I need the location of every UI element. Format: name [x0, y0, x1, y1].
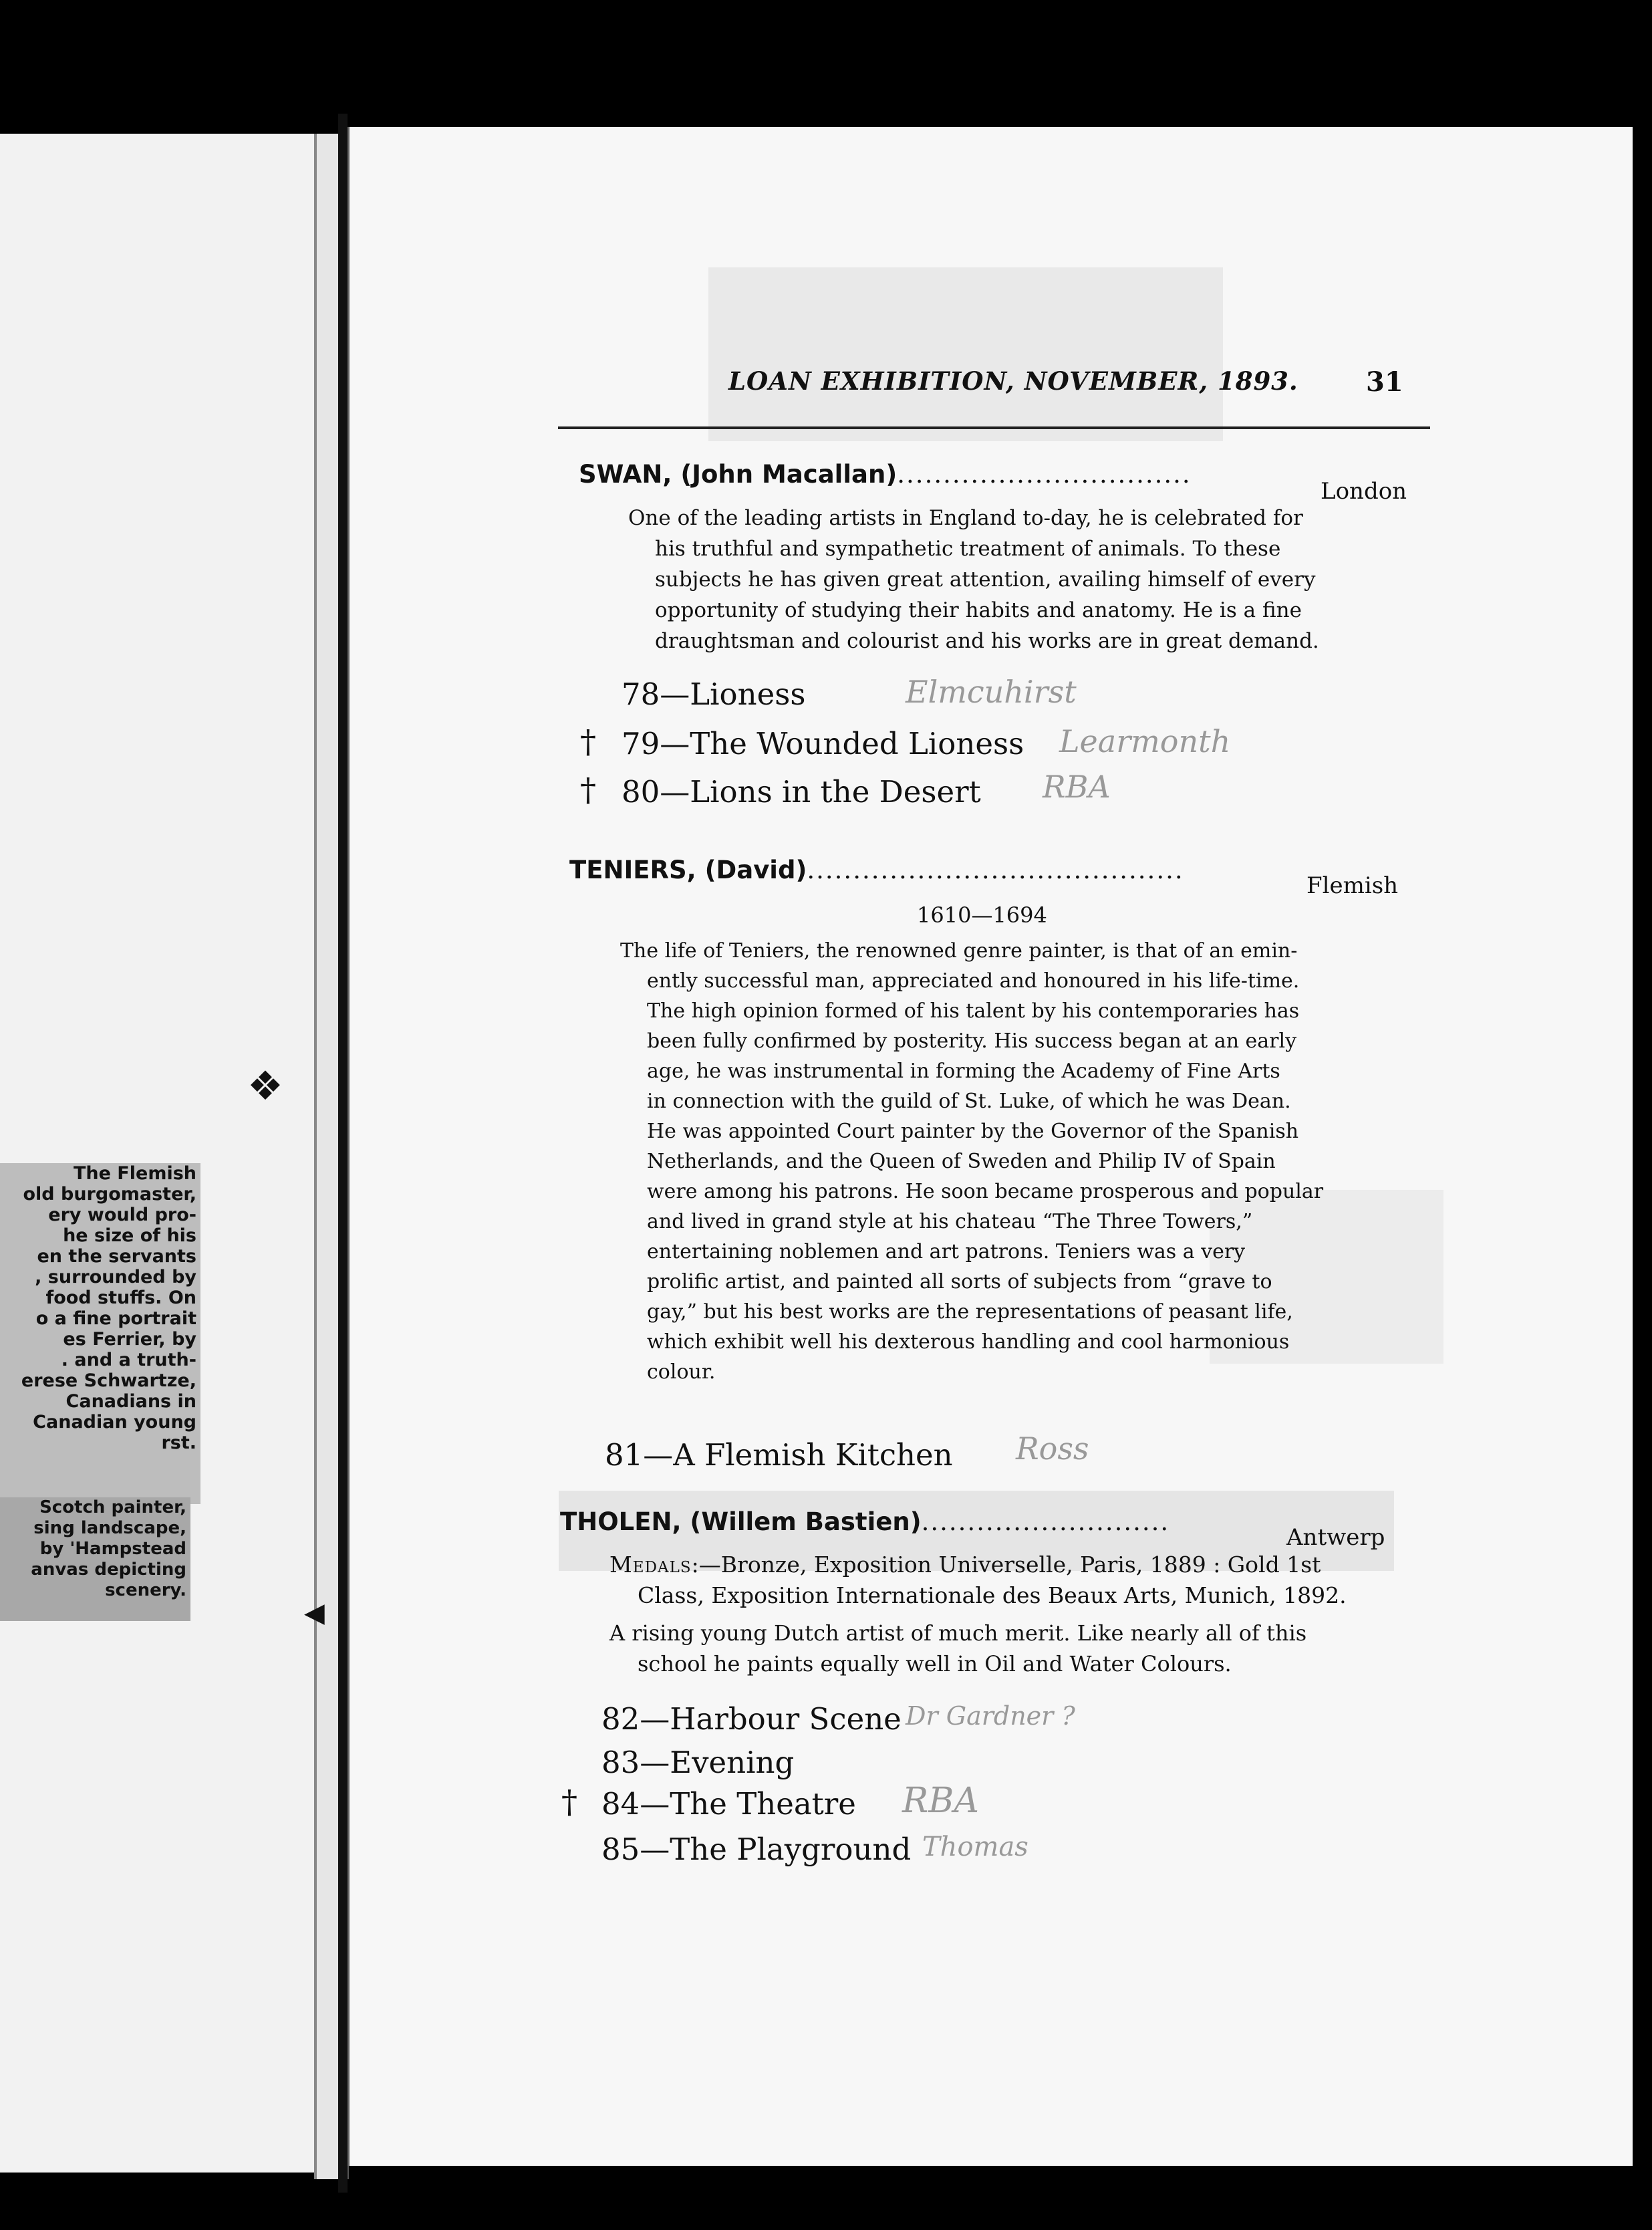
- clipping-line: es Ferrier, by: [63, 1329, 196, 1350]
- artist-heading-tholen: [560, 1507, 1169, 1536]
- handwritten-note: Ross: [1016, 1431, 1089, 1467]
- artist-dates: 1610—1694: [917, 902, 1047, 928]
- work-entry: 80—Lions in the Desert: [622, 774, 981, 810]
- clipping-line: en the servants: [37, 1246, 196, 1267]
- bio-line: A rising young Dutch artist of much merit. Like nearly all of this: [609, 1620, 1307, 1646]
- clipping-line: The Flemish: [73, 1163, 196, 1184]
- bio-line: opportunity of studying their habits and anatomy. He is a fine: [655, 598, 1302, 622]
- bio-line: school he paints equally well in Oil and Water Colours.: [638, 1651, 1232, 1677]
- artist-place: Antwerp: [1286, 1524, 1385, 1551]
- bio-line: and lived in grand style at his chateau “The Three Towers,”: [647, 1210, 1253, 1233]
- bio-line: The high opinion formed of his talent by his contemporaries has: [647, 999, 1300, 1023]
- clipping-line: ery would pro-: [48, 1205, 196, 1225]
- clipping-line: , surrounded by: [35, 1267, 196, 1287]
- clipping-line: sing landscape,: [33, 1518, 186, 1538]
- clipping-line: anvas depicting: [31, 1560, 186, 1580]
- work-entry: 85—The Playground: [601, 1832, 912, 1867]
- bio-line: were among his patrons. He soon became prosperous and popular: [647, 1180, 1324, 1203]
- clipping-line: scenery.: [105, 1580, 186, 1600]
- clipping-line: erese Schwartze,: [21, 1370, 196, 1391]
- artist-bio-tholen: [609, 1618, 1385, 1679]
- bio-line: The life of Teniers, the renowned genre painter, is that of an emin-: [620, 939, 1298, 963]
- artist-bio-swan: [628, 503, 1403, 656]
- newspaper-clipping: [0, 1163, 200, 1504]
- page-smudge: [708, 267, 1223, 441]
- handwritten-note: Learmonth: [1059, 723, 1231, 759]
- clipping-line: . and a truth-: [61, 1350, 196, 1370]
- artist-name: SWAN, (John Macallan): [579, 460, 898, 489]
- clipping-line: Canadian young: [33, 1412, 196, 1433]
- header-rule: [558, 426, 1430, 429]
- work-entry: 78—Lioness: [622, 676, 806, 712]
- clipping-line: old burgomaster,: [23, 1184, 196, 1205]
- clipping-line: Canadians in: [65, 1391, 196, 1412]
- artist-name: TENIERS, (David): [569, 856, 807, 884]
- bio-line: gay,” but his best works are the representations of peasant life,: [647, 1300, 1293, 1324]
- binder-hook-icon: ◀: [304, 1598, 325, 1628]
- page-number: 31: [1366, 366, 1403, 398]
- artist-heading-teniers: [569, 856, 1184, 884]
- dagger-mark: †: [561, 1783, 577, 1821]
- bio-line: his truthful and sympathetic treatment of animals. To these: [655, 537, 1281, 561]
- leader-dots: .........................................: [807, 856, 1184, 884]
- binder-clip-icon: ❖: [247, 1063, 283, 1110]
- work-entry: 82—Harbour Scene: [601, 1701, 902, 1737]
- newspaper-clipping-2: [0, 1497, 190, 1621]
- leader-dots: ................................: [897, 460, 1192, 489]
- artist-name: THOLEN, (Willem Bastien): [560, 1507, 922, 1536]
- handwritten-note: Elmcuhirst: [906, 674, 1077, 710]
- medals-label: Medals: [609, 1552, 692, 1578]
- artist-heading-swan: [579, 460, 1192, 489]
- bio-line: been fully confirmed by posterity. His success began at an early: [647, 1029, 1297, 1053]
- bio-line: colour.: [647, 1360, 716, 1384]
- work-entry: 79—The Wounded Lioness: [622, 726, 1024, 761]
- running-header: LOAN EXHIBITION, NOVEMBER, 1893.: [728, 366, 1298, 396]
- bio-line: He was appointed Court painter by the Governor of the Spanish: [647, 1120, 1299, 1143]
- work-entry: 83—Evening: [601, 1745, 795, 1780]
- work-entry: 84—The Theatre: [601, 1786, 856, 1822]
- clipping-line: he size of his: [63, 1225, 196, 1246]
- work-entry: 81—A Flemish Kitchen: [605, 1437, 953, 1473]
- bio-line: draughtsman and colourist and his works are in great demand.: [655, 629, 1319, 653]
- medals-line: [609, 1550, 1347, 1580]
- clipping-line: o a fine portrait: [35, 1308, 196, 1329]
- clipping-line: rst.: [161, 1433, 196, 1453]
- handwritten-note: RBA: [1043, 769, 1111, 805]
- medals-text: :—Bronze, Exposition Universelle, Paris, 1889 : Gold 1st: [691, 1552, 1321, 1578]
- artist-place: London: [1321, 478, 1407, 505]
- bio-line: in connection with the guild of St. Luke, of which he was Dean.: [647, 1090, 1291, 1113]
- artist-bio-teniers: [620, 936, 1395, 1387]
- bio-line: Netherlands, and the Queen of Sweden and Philip IV of Spain: [647, 1150, 1276, 1173]
- clipping-line: food stuffs. On: [45, 1287, 196, 1308]
- leader-dots: ...........................: [921, 1507, 1170, 1536]
- handwritten-note: Thomas: [922, 1832, 1028, 1862]
- handwritten-note: Dr Gardner ?: [906, 1701, 1075, 1731]
- medals-list: [609, 1550, 1347, 1611]
- bio-line: ently successful man, appreciated and honoured in his life-time.: [647, 969, 1300, 993]
- bio-line: entertaining noblemen and art patrons. Teniers was a very: [647, 1240, 1246, 1263]
- artist-place: Flemish: [1306, 872, 1399, 899]
- dagger-mark: †: [580, 723, 596, 761]
- clipping-line: Scotch painter,: [39, 1497, 186, 1517]
- bio-line: subjects he has given great attention, availing himself of every: [655, 568, 1316, 592]
- clipping-line: by 'Hampstead: [39, 1539, 186, 1559]
- left-page: [0, 134, 341, 2173]
- medals-line: Class, Exposition Internationale des Beaux Arts, Munich, 1892.: [638, 1582, 1347, 1608]
- book-spine: [338, 114, 348, 2193]
- bio-line: One of the leading artists in England to-day, he is celebrated for: [628, 506, 1303, 530]
- bio-line: which exhibit well his dexterous handling and cool harmonious: [647, 1330, 1290, 1354]
- bio-line: age, he was instrumental in forming the Academy of Fine Arts: [647, 1060, 1280, 1083]
- dagger-mark: †: [580, 771, 596, 809]
- handwritten-note: RBA: [902, 1781, 979, 1821]
- bio-line: prolific artist, and painted all sorts of subjects from “grave to: [647, 1270, 1272, 1293]
